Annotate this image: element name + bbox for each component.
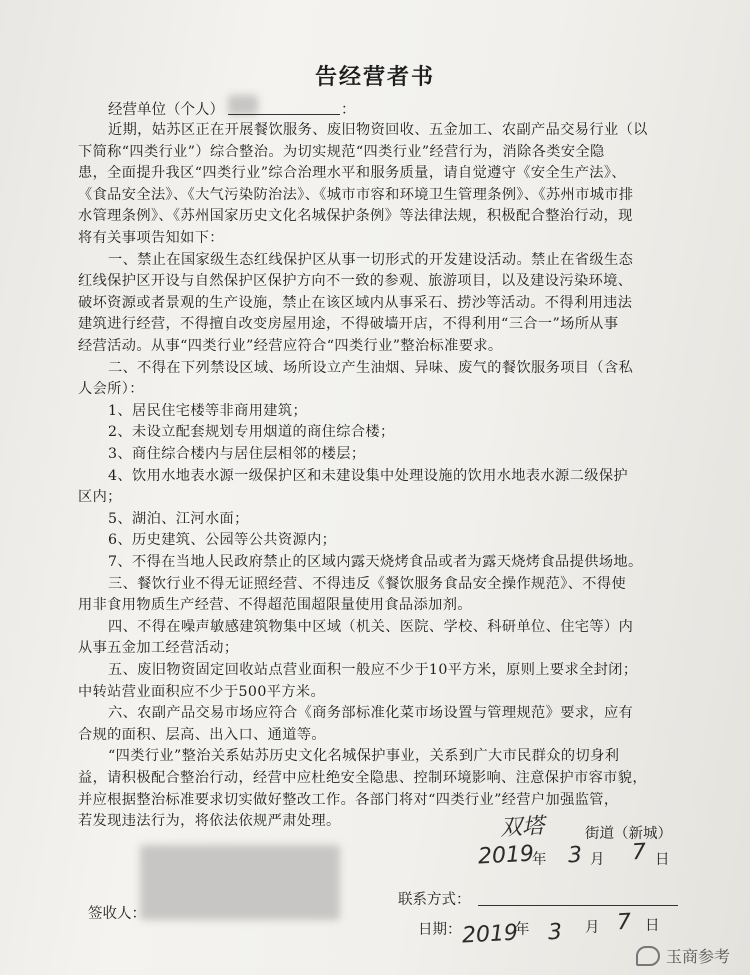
paragraph-line: 红线保护区开设与自然保护区保护方向不一致的参观、旅游项目，以及建设污染环境、 — [78, 273, 633, 290]
recv-day-char: 日 — [645, 918, 660, 934]
paragraph-line: 将有关事项告知如下： — [78, 230, 224, 246]
paragraph-line: “四类行业”整治关系姑苏历史文化名城保护事业，关系到广大市民群众的切身利 — [108, 748, 620, 765]
watermark-text: 玉商参考 — [665, 947, 730, 966]
recv-year-char: 年 — [515, 922, 530, 938]
recv-day: 7 — [616, 909, 632, 936]
paragraph-line: 近期，姑苏区正在开展餐饮服务、废旧物资回收、五金加工、农副产品交易行业（以 — [108, 122, 648, 138]
paragraph-line: 合规的面积、层高、出入口、通道等。 — [78, 726, 326, 743]
paragraph-line: 区内； — [78, 489, 122, 506]
name-underline — [228, 114, 340, 115]
paragraph-line: 6、历史建筑、公园等公共资源内； — [108, 532, 337, 549]
paragraph-line: 二、不得在下列禁设区域、场所设立产生油烟、异味、废气的餐饮服务项目（含私 — [108, 359, 634, 376]
wechat-icon — [636, 946, 660, 966]
paragraph-line: 人会所）： — [78, 381, 144, 398]
paragraph-line: 中转站营业面积应不少于500平方米。 — [78, 683, 326, 700]
issue-month-char: 月 — [590, 852, 605, 868]
issuer-suffix: 街道（新城） — [585, 826, 672, 842]
paragraph-line: 破坏资源或者景观的生产设施，禁止在该区域内从事采石、捞沙等活动。不得利用违法 — [78, 294, 633, 311]
recv-month-char: 月 — [585, 920, 600, 936]
paragraph-line: 五、废旧物资固定回收站点营业面积一般应不少于10平方米，原则上要求全封闭； — [108, 662, 638, 678]
issue-day: 7 — [631, 839, 647, 866]
paragraph-line: 建筑进行经营，不得擅自改变房屋用途，不得破墙开店，不得利用“三合一”场所从事 — [78, 316, 619, 333]
paragraph-line: 一、禁止在国家级生态红线保护区从事一切形式的开发建设活动。禁止在省级生态 — [108, 251, 634, 268]
paragraph-line: 7、不得在当地人民政府禁止的区域内露天烧烤食品或者为露天烧烤食品提供场地。 — [108, 554, 643, 570]
issue-year: 2019 — [477, 841, 535, 870]
paragraph-line: 并应根据整治标准要求切实做好整改工作。各部门将对“四类行业”经营户加强监管， — [78, 791, 619, 808]
issue-day-char: 日 — [655, 852, 670, 868]
paragraph-line: 5、湖泊、江河水面； — [108, 510, 249, 527]
paragraph-line: 三、餐饮行业不得无证照经营、不得违反《餐饮服务食品安全操作规范》、不得使 — [108, 575, 627, 592]
salutation-colon: ： — [341, 102, 356, 118]
date-label: 日期： — [418, 922, 462, 938]
contact-label: 联系方式： — [398, 892, 471, 908]
salutation-label: 经营单位（个人） — [108, 102, 224, 118]
issuer-handwriting: 双塔 — [499, 813, 545, 842]
redacted-recipient — [140, 845, 340, 920]
document-title: 告经营者书 — [314, 64, 435, 90]
paragraph-line: 四、不得在噪声敏感建筑物集中区域（机关、医院、学校、科研单位、住宅等）内 — [108, 618, 634, 635]
paragraph-line: 若发现违法行为，将依法依规严肃处理。 — [78, 813, 341, 830]
issue-year-char: 年 — [532, 852, 547, 868]
paragraph-line: 经营活动。从事“四类行业”经营应符合“四类行业”整治标准要求。 — [78, 338, 503, 354]
redacted-name — [228, 95, 258, 115]
paragraph-line: 六、农副产品交易市场应符合《商务部标准化菜市场设置与管理规范》要求，应有 — [108, 705, 634, 722]
watermark — [636, 944, 730, 967]
paragraph-line: 下简称“四类行业”）综合整治。为切实规范“四类行业”经营行为，消除各类安全隐 — [78, 143, 605, 160]
paragraph-line: 4、饮用水地表水源一级保护区和未建设集中处理设施的饮用水地表水源二级保护 — [108, 467, 628, 484]
issue-month: 3 — [567, 842, 583, 869]
paragraph-line: 2、未设立配套规划专用烟道的商住综合楼； — [108, 424, 395, 441]
paragraph-line: 患，全面提升我区“四类行业”综合治理水平和服务质量，请自觉遵守《安全生产法》、 — [78, 165, 626, 182]
paragraph-line: 益，请积极配合整治行动，经营中应杜绝安全隐患、控制环境影响、注意保护市容市貌， — [78, 770, 647, 786]
paragraph-line: 1、居民住宅楼等非商用建筑； — [108, 402, 308, 419]
recv-month: 3 — [547, 919, 563, 946]
recv-year: 2019 — [461, 920, 519, 949]
paragraph-line: 从事五金加工经营活动； — [78, 640, 239, 657]
paragraph-line: 用非食用物质生产经营、不得超范围超限量使用食品添加剂。 — [78, 597, 472, 614]
paragraph-line: 水管理条例》、《苏州国家历史文化名城保护条例》等法律法规，积极配合整治行动，现 — [78, 208, 633, 225]
contact-underline — [478, 905, 678, 906]
paragraph-line: 3、商住综合楼内与居住层相邻的楼层； — [108, 446, 366, 462]
recipient-label: 签收人： — [88, 906, 146, 922]
paragraph-line: 《食品安全法》、《大气污染防治法》、《城市市容和环境卫生管理条例》、《苏州市城市排 — [78, 186, 634, 203]
